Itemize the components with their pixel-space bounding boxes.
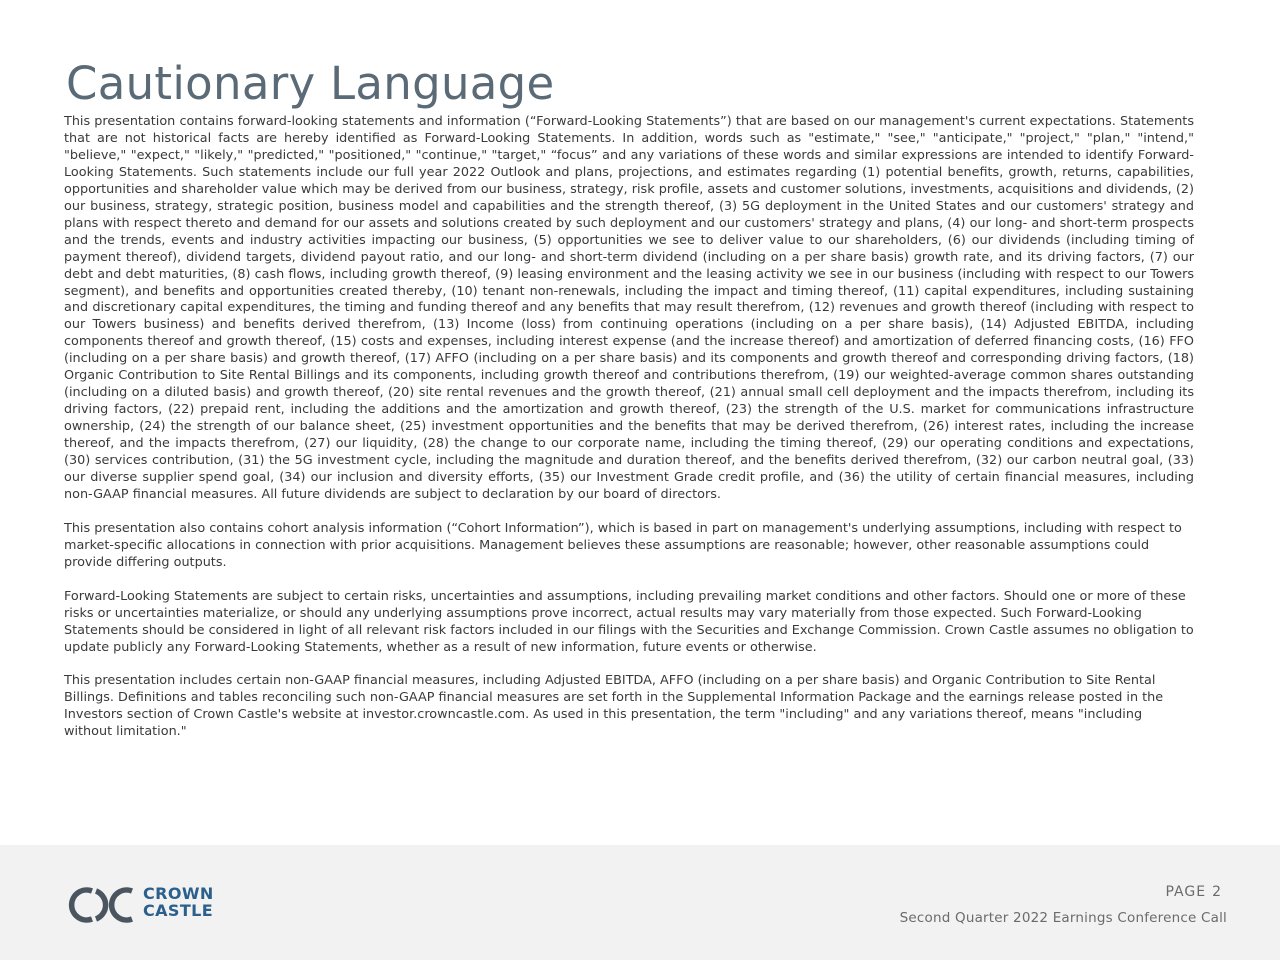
crown-castle-logo (66, 882, 226, 928)
disclaimer-body (64, 114, 1194, 741)
non-gaap-paragraph: This presentation includes certain non-GAAP financial measures, including Adjusted EBITDA, AFFO (including on a per share basis) and Organic Contribution to Site Rental Billings. Definitions and tables reconciling such non-GAAP financial measures are set forth in the Supplemental Information Package and the earnings release posted in the Investors section of Crown Castle's website at investor.crowncastle.com. As used in this presentation, the term "including" and any variations thereof, means "including without limitation." (64, 673, 1164, 740)
footer (0, 845, 1280, 960)
forward-looking-paragraph: This presentation contains forward-looking statements and information (“Forward-Looking Statements”) that are based on our management's current expectations. Statements that are not historical facts are hereby identified as Forward-Looking Statements. In addition, words such as "estimate," "see," "anticipate," "project," "plan," "intend," "believe," "expect," "likely," "predicted," "positioned," "continue," "target," “focus” and any variations of these words and similar expressions are intended to identify Forward-Looking Statements. Such statements include our full year 2022 Outlook and plans, projections, and estimates regarding (1) potential benefits, growth, returns, capabilities, opportunities and shareholder value which may be derived from our business, strategy, risk profile, assets and customer solutions, investments, acquisitions and dividends, (2) our business, strategy, strategic position, business model and capabilities and the strength thereof, (3) 5G deployment in the United States and our customers' strategy and plans with respect thereto and demand for our assets and solutions created by such deployment and our customers' strategy and plans, (4) our long- and short-term prospects and the trends, events and industry activities impacting our business, (5) opportunities we see to deliver value to our shareholders, (6) our dividends (including timing of payment thereof), dividend targets, dividend payout ratio, and our long- and short-term dividend (including on a per share basis) growth rate, and its driving factors, (7) our debt and debt maturities, (8) cash flows, including growth thereof, (9) leasing environment and the leasing activity we see in our business (including with respect to our Towers segment), and benefits and opportunities created thereby, (10) tenant non-renewals, including the impact and timing thereof, (11) capital expenditures, including sustaining and discretionary capital expenditures, the timing and funding thereof and any benefits that may result therefrom, (12) revenues and growth thereof (including with respect to our Towers business) and benefits derived therefrom, (13) Income (loss) from continuing operations (including on a per share basis), (14) Adjusted EBITDA, including components thereof and growth thereof, (15) costs and expenses, including interest expense (and the increase thereof) and amortization of deferred financing costs, (16) FFO (including on a per share basis) and growth thereof, (17) AFFO (including on a per share basis) and its components and growth thereof and corresponding driving factors, (18) Organic Contribution to Site Rental Billings and its components, including growth thereof and contributions therefrom, (19) our weighted-average common shares outstanding (including on a diluted basis) and growth thereof, (20) site rental revenues and the growth thereof, (21) annual small cell deployment and the impacts therefrom, including its driving factors, (22) prepaid rent, including the additions and the amortization and growth thereof, (23) the strength of the U.S. market for communications infrastructure ownership, (24) the strength of our balance sheet, (25) investment opportunities and the benefits that may be derived therefrom, (26) interest rates, including the increase thereof, and the impacts therefrom, (27) our liquidity, (28) the change to our corporate name, including the timing thereof, (29) our operating conditions and expectations, (30) services contribution, (31) the 5G investment cycle, including the magnitude and duration thereof, and the benefits derived therefrom, (32) our carbon neutral goal, (33) our diverse supplier spend goal, (34) our inclusion and diversity efforts, (35) our Investment Grade credit profile, and (36) the utility of certain financial measures, including non-GAAP financial measures. All future dividends are subject to declaration by our board of directors. (64, 114, 1194, 502)
page-label: PAGE (1165, 884, 1207, 900)
cohort-information-paragraph: This presentation also contains cohort analysis information (“Cohort Information”), which is based in part on management's underlying assumptions, including with respect to market-specific allocations in connection with prior acquisitions. Management believes these assumptions are reasonable; however, other reasonable assumptions could provide differing outputs. (64, 520, 1182, 570)
event-label: Second Quarter 2022 Earnings Conference Call (899, 910, 1227, 926)
crown-castle-mark-icon (66, 882, 138, 928)
logo-wordmark (143, 885, 214, 919)
page-title: Cautionary Language (66, 57, 555, 110)
page-number: 2 (1212, 884, 1222, 900)
logo-line-crown: CROWN (143, 884, 214, 903)
page-indicator (1166, 883, 1223, 901)
risks-paragraph: Forward-Looking Statements are subject to certain risks, uncertainties and assumptions, including prevailing market conditions and other factors. Should one or more of these risks or uncertainties materialize, or should any underlying assumptions prove incorrect, actual results may vary materially from those expected. Such Forward-Looking Statements should be considered in light of all relevant risk factors included in our filings with the Securities and Exchange Commission. Crown Castle assumes no obligation to update publicly any Forward-Looking Statements, whether as a result of new information, future events or otherwise. (64, 588, 1194, 655)
logo-line-castle: CASTLE (143, 901, 214, 920)
